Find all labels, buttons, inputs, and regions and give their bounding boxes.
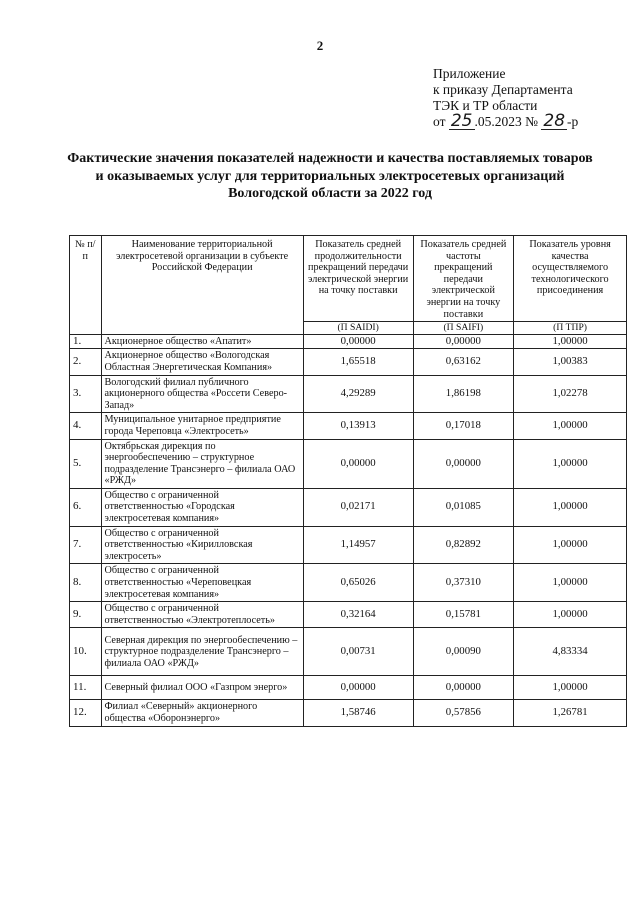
row-saifi-value: 0,57856 [413,700,514,726]
table-row [70,334,627,349]
row-organization-name: Общество с ограниченной ответственностью «Череповецкая электросетевая компания» [101,564,303,602]
row-number: 10. [70,628,102,676]
row-organization-name: Филиал «Северный» акционерного общества «Оборонэнерго» [101,700,303,726]
row-number: 5. [70,439,102,488]
row-tpr-value: 4,83334 [514,628,627,676]
table-row [70,700,627,726]
row-organization-name: Акционерное общество «Апатит» [101,334,303,349]
title-line-3: Вологодской области за 2022 год [228,186,432,201]
row-saidi-value: 0,00000 [303,334,413,349]
row-saifi-value: 0,00000 [413,439,514,488]
row-number: 4. [70,413,102,439]
table-row [70,439,627,488]
row-saidi-value: 4,29289 [303,375,413,413]
row-saidi-value: 0,00731 [303,628,413,676]
row-saidi-value: 0,00000 [303,676,413,700]
symbol-saidi: (П SAIDI) [303,322,413,335]
row-saifi-value: 0,00090 [413,628,514,676]
header-num: № п/п [70,236,102,335]
table-row [70,602,627,628]
approval-date-line [433,111,579,131]
header-tpr: Показатель уровня качества осуществляемого технологического присоединения [514,236,627,322]
row-saifi-value: 0,17018 [413,413,514,439]
row-organization-name: Акционерное общество «Вологодская Областная Энергетическая Компания» [101,349,303,375]
row-number: 12. [70,700,102,726]
row-saifi-value: 0,37310 [413,564,514,602]
row-saifi-value: 0,01085 [413,488,514,526]
table-row [70,349,627,375]
row-number: 2. [70,349,102,375]
approval-line-3: ТЭК и ТР области [433,98,538,113]
indicators-table [69,235,627,727]
row-tpr-value: 1,00000 [514,439,627,488]
document-title [40,150,620,203]
row-tpr-value: 1,00000 [514,488,627,526]
header-name: Наименование территориальной электросетевой организации в субъекте Российской Федерации [101,236,303,335]
table-row [70,488,627,526]
row-saidi-value: 0,00000 [303,439,413,488]
row-tpr-value: 1,02278 [514,375,627,413]
row-tpr-value: 1,00000 [514,564,627,602]
row-tpr-value: 1,00383 [514,349,627,375]
row-saifi-value: 0,63162 [413,349,514,375]
row-number: 9. [70,602,102,628]
row-organization-name: Общество с ограниченной ответственностью «Городская электросетевая компания» [101,488,303,526]
title-line-1: Фактические значения показателей надежности и качества поставляемых товаров [67,151,593,166]
table-row [70,375,627,413]
title-line-2: и оказываемых услуг для территориальных электросетевых организаций [95,168,565,184]
handwritten-order-number: 28 [543,111,566,131]
row-saidi-value: 0,32164 [303,602,413,628]
table-row [70,526,627,564]
approval-line-1: Приложение [433,66,506,81]
row-number: 8. [70,564,102,602]
row-tpr-value: 1,00000 [514,602,627,628]
row-tpr-value: 1,00000 [514,413,627,439]
order-suffix: -р [567,114,579,129]
table-row [70,564,627,602]
row-saidi-value: 0,13913 [303,413,413,439]
header-saidi: Показатель средней продолжительности прекращений передачи электрической энергии на точку поставки [303,236,413,322]
row-organization-name: Общество с ограниченной ответственностью «Электротеплосеть» [101,602,303,628]
row-saifi-value: 1,86198 [413,375,514,413]
row-saidi-value: 0,65026 [303,564,413,602]
row-tpr-value: 1,00000 [514,676,627,700]
row-saifi-value: 0,00000 [413,334,514,349]
row-saifi-value: 0,82892 [413,526,514,564]
row-organization-name: Вологодский филиал публичного акционерного общества «Россети Северо-Запад» [101,375,303,413]
row-organization-name: Северная дирекция по энергообеспечению – структурное подразделение Трансэнерго – филиала ОАО «РЖД» [101,628,303,676]
page-number: 2 [316,38,324,53]
row-saidi-value: 1,14957 [303,526,413,564]
symbol-tpr: (П ТПР) [514,322,627,335]
row-number: 1. [70,334,102,349]
row-saidi-value: 1,65518 [303,349,413,375]
row-saifi-value: 0,00000 [413,676,514,700]
approval-line-2: к приказу Департамента [433,82,573,97]
row-tpr-value: 1,00000 [514,526,627,564]
date-prefix: от [433,114,446,129]
row-organization-name: Общество с ограниченной ответственностью «Кирилловская электросеть» [101,526,303,564]
row-saidi-value: 0,02171 [303,488,413,526]
row-number: 11. [70,676,102,700]
date-rest: .05.2023 № [474,114,539,129]
row-number: 3. [70,375,102,413]
row-number: 7. [70,526,102,564]
header-saifi: Показатель средней частоты прекращений передачи электрической энергии на точку поставки [413,236,514,322]
row-number: 6. [70,488,102,526]
row-organization-name: Северный филиал ООО «Газпром энерго» [101,676,303,700]
handwritten-day: 25 [450,111,473,131]
approval-block [433,66,578,130]
row-tpr-value: 1,26781 [514,700,627,726]
row-organization-name: Октябрьская дирекция по энергообеспечению – структурное подразделение Трансэнерго – филиала ОАО «РЖД» [101,439,303,488]
row-saifi-value: 0,15781 [413,602,514,628]
table-body [70,334,627,726]
row-tpr-value: 1,00000 [514,334,627,349]
table-row [70,413,627,439]
table-row [70,628,627,676]
table-row [70,676,627,700]
symbol-saifi: (П SAIFI) [413,322,514,335]
row-saidi-value: 1,58746 [303,700,413,726]
table-header-row [70,236,627,322]
row-organization-name: Муниципальное унитарное предприятие города Череповца «Электросеть» [101,413,303,439]
